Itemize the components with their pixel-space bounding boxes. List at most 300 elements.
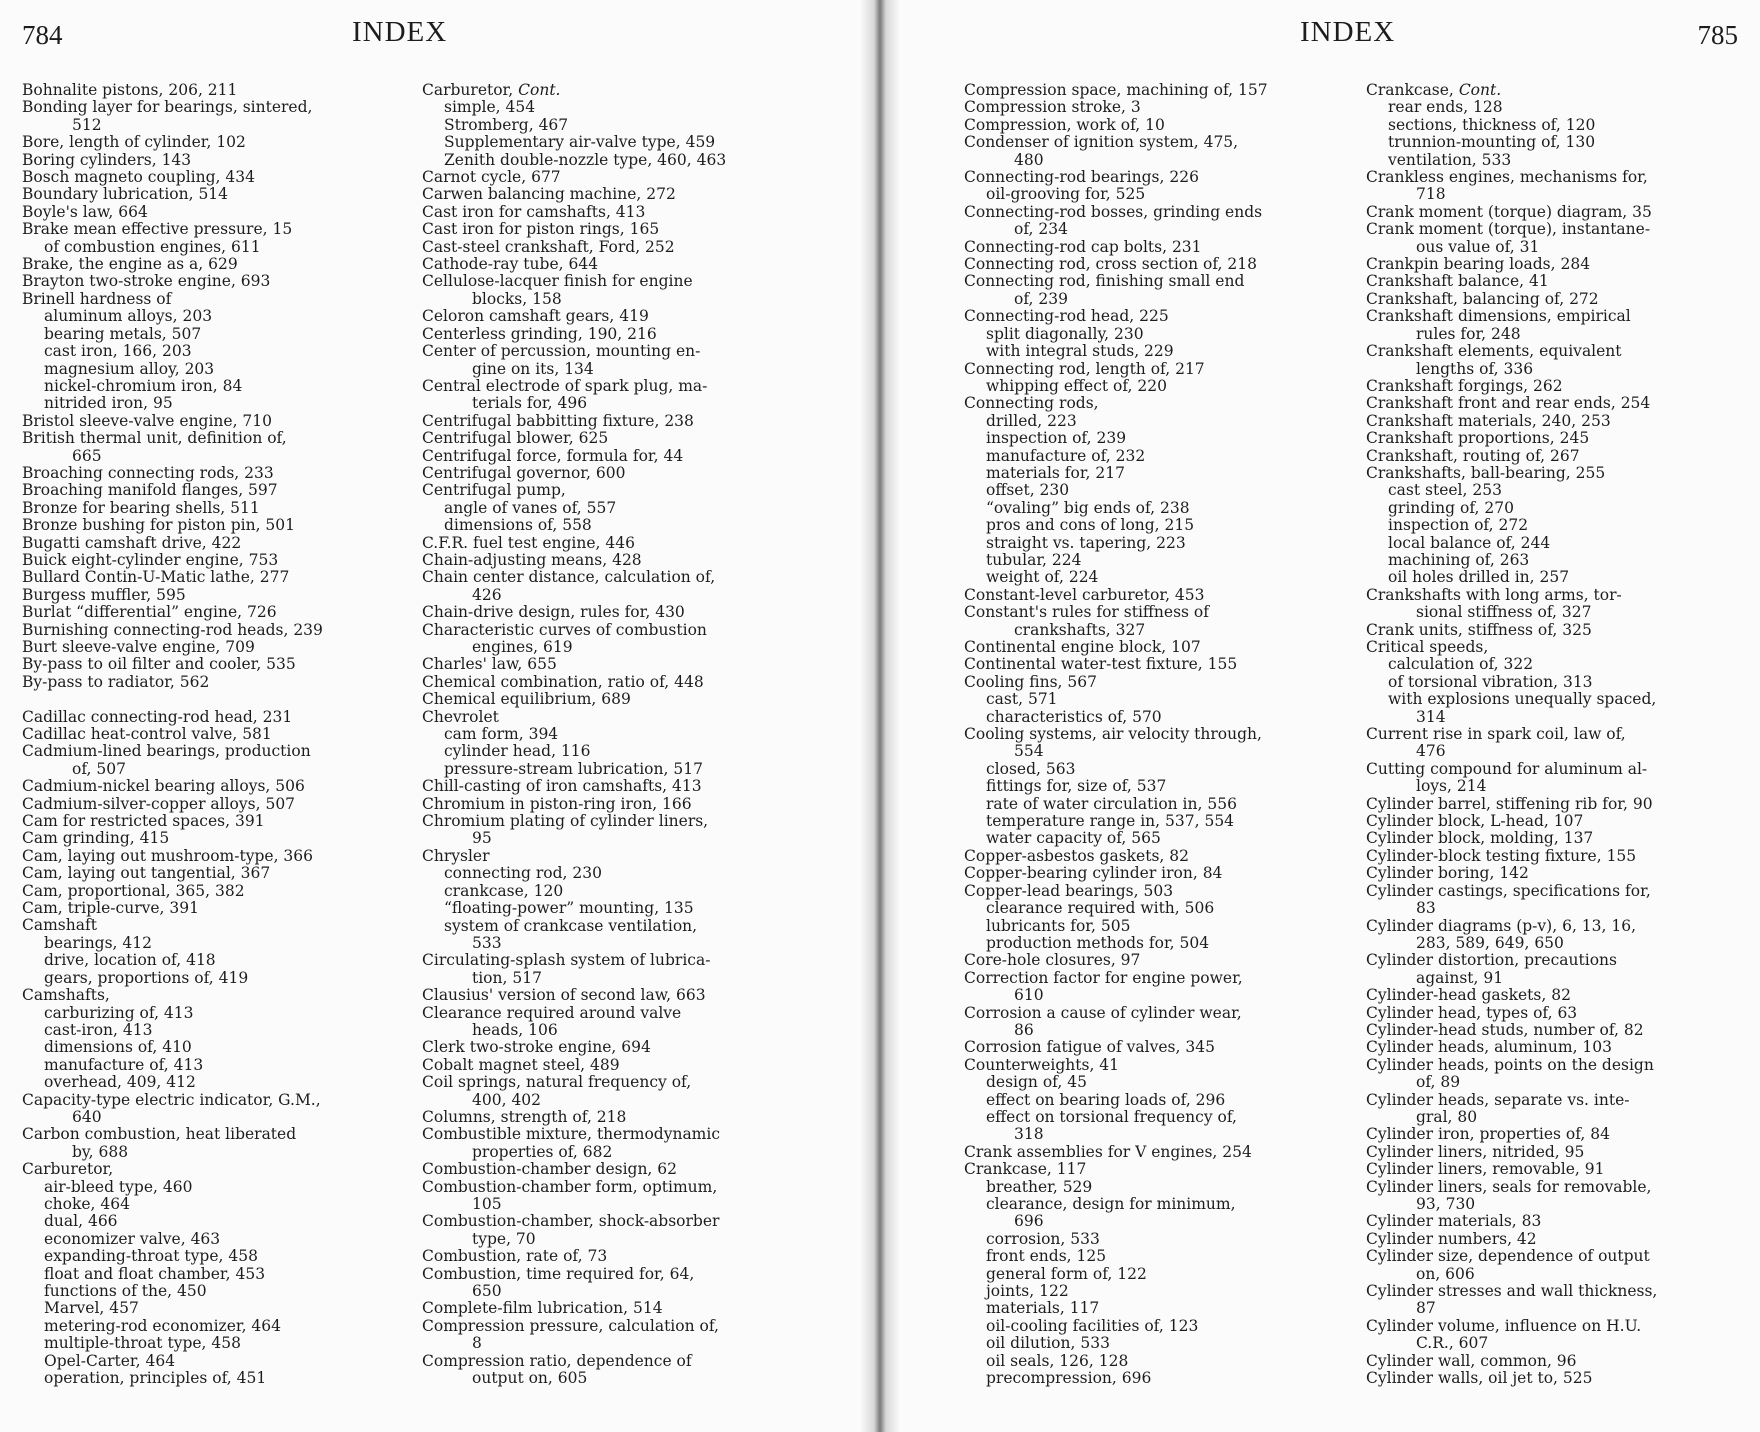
index-entry: Condenser of ignition system, 475, [964, 133, 1239, 152]
index-entry: of, 507 [72, 759, 126, 778]
index-entry: system of crankcase ventilation, [444, 916, 698, 935]
index-entry: Critical speeds, [1366, 638, 1489, 656]
index-entry: simple, 454 [444, 98, 536, 117]
index-entry: Clausius' version of second law, 663 [422, 986, 706, 1005]
index-entry: Continental engine block, 107 [964, 638, 1201, 656]
index-entry-heading: Crankcase, Cont. [1366, 81, 1502, 99]
index-entry: 87 [1416, 1299, 1436, 1318]
index-entry: Compression stroke, 3 [964, 98, 1141, 117]
index-entry: Current rise in spark coil, law of, [1366, 725, 1626, 744]
index-entry: of, 89 [1416, 1073, 1461, 1092]
index-entry: Cylinder numbers, 42 [1366, 1229, 1537, 1248]
index-entry: Cam grinding, 415 [22, 829, 170, 848]
index-entry: tion, 517 [472, 968, 542, 987]
index-entry: Carbon combustion, heat liberated [22, 1125, 297, 1144]
index-entry: Brayton two-stroke engine, 693 [22, 272, 271, 291]
index-entry: Characteristic curves of combustion [422, 620, 707, 639]
index-entry: water capacity of, 565 [986, 829, 1161, 848]
index-entry: Carwen balancing machine, 272 [422, 185, 676, 204]
index-entry: Chevrolet [422, 707, 499, 726]
index-entry: 640 [72, 1107, 102, 1126]
index-entry: type, 70 [472, 1229, 536, 1248]
index-entry: ventilation, 533 [1388, 150, 1512, 169]
index-entry: Chill-casting of iron camshafts, 413 [422, 777, 702, 796]
index-entry: Compression space, machining of, 157 [964, 81, 1268, 99]
index-entry: expanding-throat type, 458 [44, 1247, 258, 1266]
index-entry: Columns, strength of, 218 [422, 1107, 627, 1126]
index-entry: production methods for, 504 [986, 933, 1210, 952]
index-entry: Connecting-rod bearings, 226 [964, 168, 1199, 187]
index-entry: Crankshaft materials, 240, 253 [1366, 411, 1611, 430]
index-entry: fittings for, size of, 537 [986, 777, 1167, 796]
index-entry: Celoron camshaft gears, 419 [422, 307, 649, 326]
index-entry: rules for, 248 [1416, 324, 1521, 343]
index-entry: Crankshaft balance, 41 [1366, 272, 1549, 291]
index-entry: 86 [1014, 1020, 1034, 1039]
index-entry: functions of the, 450 [44, 1282, 207, 1301]
index-entry: Connecting-rod cap bolts, 231 [964, 237, 1202, 256]
index-entry: Brake, the engine as a, 629 [22, 255, 238, 274]
index-entry: Bronze bushing for piston pin, 501 [22, 516, 296, 535]
index-entry: Chemical equilibrium, 689 [422, 690, 631, 709]
index-entry: against, 91 [1416, 968, 1504, 987]
index-entry: Bristol sleeve-valve engine, 710 [22, 411, 273, 430]
index-entry: Chrysler [422, 846, 490, 865]
index-entry: Cast iron for camshafts, 413 [422, 202, 646, 221]
index-entry: Crank assemblies for V engines, 254 [964, 1142, 1252, 1161]
index-entry: Cylinder block, molding, 137 [1366, 829, 1594, 848]
index-entry: effect on bearing loads of, 296 [986, 1090, 1226, 1109]
index-entry: Boyle's law, 664 [22, 202, 148, 221]
index-entry: Chromium plating of cylinder liners, [422, 812, 709, 831]
left-index-column-1 [22, 82, 400, 1387]
index-entry: Compression pressure, calculation of, [422, 1316, 719, 1335]
index-entry: Charles' law, 655 [422, 655, 557, 674]
index-entry: of torsional vibration, 313 [1388, 672, 1593, 691]
index-entry: cast iron, 166, 203 [44, 342, 192, 361]
index-entry: Cylinder-head gaskets, 82 [1366, 986, 1571, 1005]
index-entry: air-bleed type, 460 [44, 1177, 193, 1196]
left-page-header [0, 16, 866, 56]
index-entry: 93, 730 [1416, 1195, 1476, 1213]
index-entry: 400, 402 [472, 1090, 542, 1109]
index-entry: precompression, 696 [986, 1369, 1152, 1388]
index-entry: Crankcase, 117 [964, 1160, 1087, 1179]
index-entry: ous value of, 31 [1416, 237, 1540, 256]
index-entry: Cast-steel crankshaft, Ford, 252 [422, 237, 675, 256]
index-entry: Centrifugal pump, [422, 481, 566, 500]
index-entry: loys, 214 [1416, 777, 1487, 796]
index-entry: Stromberg, 467 [444, 115, 569, 134]
index-entry: economizer valve, 463 [44, 1229, 221, 1248]
index-entry: Cylinder liners, removable, 91 [1366, 1160, 1605, 1179]
index-entry: cast steel, 253 [1388, 481, 1502, 500]
index-entry: Broaching connecting rods, 233 [22, 463, 274, 482]
index-entry: C.F.R. fuel test engine, 446 [422, 533, 635, 552]
index-entry: by, 688 [72, 1142, 129, 1161]
index-entry: Burnishing connecting-rod heads, 239 [22, 620, 323, 639]
index-entry: Crankshaft front and rear ends, 254 [1366, 394, 1651, 413]
index-entry: joints, 122 [986, 1282, 1069, 1301]
index-entry: Cylinder volume, influence on H.U. [1366, 1316, 1642, 1335]
index-entry: dual, 466 [44, 1212, 118, 1231]
index-entry: of, 239 [1014, 289, 1068, 308]
index-entry: 554 [1014, 742, 1044, 761]
index-entry: Cylinder head, types of, 63 [1366, 1003, 1578, 1022]
index-entry: Cylinder iron, properties of, 84 [1366, 1125, 1610, 1144]
index-entry: British thermal unit, definition of, [22, 429, 287, 448]
index-entry: Copper-bearing cylinder iron, 84 [964, 864, 1223, 883]
index-entry: oil-cooling facilities of, 123 [986, 1316, 1199, 1335]
index-entry: 665 [72, 446, 102, 465]
index-entry: oil holes drilled in, 257 [1388, 568, 1570, 587]
index-entry: terials for, 496 [472, 394, 588, 413]
index-entry: Cylinder boring, 142 [1366, 864, 1529, 883]
index-entry: Cadillac connecting-rod head, 231 [22, 707, 293, 726]
index-entry: 480 [1014, 150, 1044, 169]
index-entry: Supplementary air-valve type, 459 [444, 133, 716, 152]
index-entry: Crank moment (torque), instantane- [1366, 220, 1651, 239]
index-entry: materials for, 217 [986, 463, 1126, 482]
index-entry: whipping effect of, 220 [986, 376, 1167, 395]
index-entry: Crankshaft, routing of, 267 [1366, 446, 1580, 465]
index-entry: of, 234 [1014, 220, 1068, 239]
index-entry: straight vs. tapering, 223 [986, 533, 1186, 552]
index-entry: Burgess muffler, 595 [22, 585, 186, 604]
index-entry: Compression ratio, dependence of [422, 1351, 692, 1370]
index-entry: sections, thickness of, 120 [1388, 115, 1596, 134]
index-entry: weight of, 224 [986, 568, 1099, 587]
index-entry: 533 [472, 933, 502, 952]
index-entry: local balance of, 244 [1388, 533, 1551, 552]
index-entry: oil seals, 126, 128 [986, 1351, 1129, 1370]
index-entry: inspection of, 272 [1388, 516, 1529, 535]
index-entry: heads, 106 [472, 1020, 558, 1039]
index-entry: Connecting rod, finishing small end [964, 272, 1245, 291]
index-entry: 476 [1416, 742, 1446, 761]
index-entry: trunnion-mounting of, 130 [1388, 133, 1596, 152]
index-entry: Bronze for bearing shells, 511 [22, 498, 260, 517]
index-entry: oil dilution, 533 [986, 1334, 1110, 1353]
index-entry: “ovaling” big ends of, 238 [986, 498, 1190, 517]
index-entry: Crankshaft dimensions, empirical [1366, 307, 1631, 326]
index-entry: Bonding layer for bearings, sintered, [22, 98, 313, 117]
index-entry: lubricants for, 505 [986, 916, 1131, 935]
left-index-column-2 [422, 82, 800, 1387]
index-entry: tubular, 224 [986, 550, 1082, 569]
index-entry: 512 [72, 115, 102, 134]
index-entry: Connecting-rod head, 225 [964, 307, 1169, 326]
index-entry: Chain center distance, calculation of, [422, 568, 716, 587]
index-entry: Constant-level carburetor, 453 [964, 585, 1205, 604]
index-entry: Buick eight-cylinder engine, 753 [22, 550, 279, 569]
index-entry: Crankshafts, ball-bearing, 255 [1366, 463, 1606, 482]
index-entry: drilled, 223 [986, 411, 1077, 430]
index-entry: 650 [472, 1282, 502, 1301]
index-entry: cast-iron, 413 [44, 1020, 153, 1039]
index-entry: Cam for restricted spaces, 391 [22, 812, 265, 831]
index-entry: Constant's rules for stiffness of [964, 603, 1209, 622]
section-gap [22, 691, 400, 708]
index-entry: Compression, work of, 10 [964, 115, 1165, 134]
index-entry: gears, proportions of, 419 [44, 968, 249, 987]
index-entry: magnesium alloy, 203 [44, 359, 215, 378]
index-entry: bearings, 412 [44, 933, 153, 952]
index-entry: Crank units, stiffness of, 325 [1366, 620, 1592, 639]
index-entry: rate of water circulation in, 556 [986, 794, 1237, 813]
index-entry: “floating-power” mounting, 135 [444, 899, 694, 918]
index-entry: Cylinder size, dependence of output [1366, 1247, 1650, 1266]
index-entry: Cylinder heads, separate vs. inte- [1366, 1090, 1630, 1109]
index-entry: output on, 605 [472, 1369, 588, 1388]
index-entry: Marvel, 457 [44, 1299, 139, 1318]
index-entry: clearance required with, 506 [986, 899, 1215, 918]
index-entry: crankcase, 120 [444, 881, 564, 900]
index-entry: Cam, laying out tangential, 367 [22, 864, 271, 883]
index-entry: Cylinder barrel, stiffening rib for, 90 [1366, 794, 1653, 813]
index-entry: Cylinder distortion, precautions [1366, 951, 1617, 970]
index-entry: nitrided iron, 95 [44, 394, 173, 413]
index-entry: 610 [1014, 986, 1044, 1005]
left-page-title: INDEX [352, 16, 448, 48]
index-entry: Complete-film lubrication, 514 [422, 1299, 663, 1318]
index-entry: manufacture of, 413 [44, 1055, 204, 1074]
index-entry: lengths of, 336 [1416, 359, 1534, 378]
index-entry: Cobalt magnet steel, 489 [422, 1055, 620, 1074]
index-entry: nickel-chromium iron, 84 [44, 376, 243, 395]
index-entry: characteristics of, 570 [986, 707, 1162, 726]
index-entry: Bugatti camshaft drive, 422 [22, 533, 242, 552]
index-entry: Crankpin bearing loads, 284 [1366, 255, 1591, 274]
index-entry: Coil springs, natural frequency of, [422, 1073, 692, 1092]
index-entry: Core-hole closures, 97 [964, 951, 1141, 970]
index-entry: general form of, 122 [986, 1264, 1147, 1283]
right-page-number: 785 [1697, 20, 1738, 50]
index-entry: with integral studs, 229 [986, 342, 1174, 361]
index-entry: Chromium in piston-ring iron, 166 [422, 794, 692, 813]
index-entry: Centrifugal force, formula for, 44 [422, 446, 684, 465]
index-entry: rear ends, 128 [1388, 98, 1503, 117]
index-entry: connecting rod, 230 [444, 864, 602, 883]
index-entry: Circulating-splash system of lubrica- [422, 951, 711, 970]
index-entry: gral, 80 [1416, 1107, 1478, 1126]
index-entry: Zenith double-nozzle type, 460, 463 [444, 150, 727, 169]
index-entry: Cutting compound for aluminum al- [1366, 759, 1648, 778]
index-entry: Bore, length of cylinder, 102 [22, 133, 246, 152]
index-entry: Bullard Contin-U-Matic lathe, 277 [22, 568, 290, 587]
index-entry: Cylinder materials, 83 [1366, 1212, 1542, 1231]
index-entry: Combustion, time required for, 64, [422, 1264, 695, 1283]
index-entry: clearance, design for minimum, [986, 1195, 1236, 1213]
index-entry: Crank moment (torque) diagram, 35 [1366, 202, 1652, 221]
index-entry: Combustion-chamber, shock-absorber [422, 1212, 720, 1231]
index-entry: front ends, 125 [986, 1247, 1107, 1266]
index-entry: breather, 529 [986, 1177, 1093, 1196]
index-entry: bearing metals, 507 [44, 324, 202, 343]
index-entry: oil-grooving for, 525 [986, 185, 1146, 204]
index-entry: Cylinder-head studs, number of, 82 [1366, 1020, 1644, 1039]
index-entry: Cadmium-silver-copper alloys, 507 [22, 794, 296, 813]
index-entry: closed, 563 [986, 759, 1076, 778]
left-page-number: 784 [22, 20, 63, 50]
index-entry: machining of, 263 [1388, 550, 1530, 569]
index-entry: operation, principles of, 451 [44, 1369, 267, 1388]
index-entry: angle of vanes of, 557 [444, 498, 617, 517]
index-entry: dimensions of, 558 [444, 516, 592, 535]
index-entry: Burt sleeve-valve engine, 709 [22, 638, 255, 656]
index-entry: Crankshaft forgings, 262 [1366, 376, 1563, 395]
index-entry: Corrosion a cause of cylinder wear, [964, 1003, 1242, 1022]
index-entry: Cylinder walls, oil jet to, 525 [1366, 1369, 1593, 1388]
index-entry: Cylinder liners, nitrided, 95 [1366, 1142, 1585, 1161]
index-entry: pressure-stream lubrication, 517 [444, 759, 703, 778]
index-entry: Broaching manifold flanges, 597 [22, 481, 278, 500]
index-entry: design of, 45 [986, 1073, 1087, 1092]
index-entry: Correction factor for engine power, [964, 968, 1243, 987]
left-page [0, 0, 866, 1432]
index-entry: engines, 619 [472, 638, 573, 656]
right-index-column-1 [964, 82, 1332, 1387]
index-entry: Bosch magneto coupling, 434 [22, 168, 255, 187]
index-entry: Cooling systems, air velocity through, [964, 725, 1262, 744]
index-entry: Center of percussion, mounting en- [422, 342, 701, 361]
index-entry: Connecting rods, [964, 394, 1099, 413]
index-entry: By-pass to radiator, 562 [22, 672, 210, 691]
index-entry: Corrosion fatigue of valves, 345 [964, 1038, 1215, 1057]
index-entry: Cylinder heads, points on the design [1366, 1055, 1654, 1074]
index-entry: Continental water-test fixture, 155 [964, 655, 1238, 674]
index-entry: temperature range in, 537, 554 [986, 812, 1235, 831]
index-entry: 8 [472, 1334, 482, 1353]
right-page-header [894, 16, 1760, 56]
index-entry: Copper-asbestos gaskets, 82 [964, 846, 1189, 865]
index-entry: Copper-lead bearings, 503 [964, 881, 1174, 900]
index-entry: 95 [472, 829, 492, 848]
index-entry: Chemical combination, ratio of, 448 [422, 672, 704, 691]
index-entry: C.R., 607 [1416, 1334, 1489, 1353]
index-entry: Central electrode of spark plug, ma- [422, 376, 708, 395]
index-entry: 83 [1416, 899, 1436, 918]
index-entry: 426 [472, 585, 502, 604]
index-entry: materials, 117 [986, 1299, 1100, 1318]
index-entry: Crankless engines, mechanisms for, [1366, 168, 1648, 187]
index-entry: grinding of, 270 [1388, 498, 1514, 517]
index-entry: 718 [1416, 185, 1446, 204]
index-entry-heading: Carburetor, Cont. [422, 81, 561, 99]
index-entry: Crankshafts with long arms, tor- [1366, 585, 1622, 604]
index-entry: Camshafts, [22, 986, 110, 1005]
index-entry: properties of, 682 [472, 1142, 613, 1161]
index-entry: By-pass to oil filter and cooler, 535 [22, 655, 296, 674]
index-entry: Cylinder heads, aluminum, 103 [1366, 1038, 1613, 1057]
right-page-title: INDEX [1300, 16, 1396, 48]
index-entry: split diagonally, 230 [986, 324, 1144, 343]
right-page [894, 0, 1760, 1432]
index-entry: Cylinder castings, specifications for, [1366, 881, 1651, 900]
index-entry: on, 606 [1416, 1264, 1475, 1283]
index-entry: Bohnalite pistons, 206, 211 [22, 81, 238, 99]
index-entry: manufacture of, 232 [986, 446, 1146, 465]
index-entry: Cellulose-lacquer finish for engine [422, 272, 693, 291]
index-entry: Capacity-type electric indicator, G.M., [22, 1090, 321, 1109]
index-entry: Cylinder block, L-head, 107 [1366, 812, 1584, 831]
index-entry: blocks, 158 [472, 289, 562, 308]
index-entry: Chain-adjusting means, 428 [422, 550, 642, 569]
index-entry: effect on torsional frequency of, [986, 1107, 1237, 1126]
index-entry: cylinder head, 116 [444, 742, 591, 761]
index-entry: carburizing of, 413 [44, 1003, 194, 1022]
index-entry: with explosions unequally spaced, [1388, 690, 1657, 709]
index-entry: Chain-drive design, rules for, 430 [422, 603, 685, 622]
index-entry: 318 [1014, 1125, 1044, 1144]
index-entry: Carburetor, [22, 1160, 114, 1179]
index-entry: Combustible mixture, thermodynamic [422, 1125, 721, 1144]
index-entry: float and float chamber, 453 [44, 1264, 266, 1283]
index-entry: drive, location of, 418 [44, 951, 216, 970]
index-entry: cast, 571 [986, 690, 1058, 709]
index-entry: Cadmium-lined bearings, production [22, 742, 311, 761]
index-entry: Connecting-rod bosses, grinding ends [964, 202, 1263, 221]
index-entry: Carnot cycle, 677 [422, 168, 561, 187]
index-entry: choke, 464 [44, 1194, 130, 1213]
index-entry: Cast iron for piston rings, 165 [422, 220, 660, 239]
index-entry: Connecting rod, cross section of, 218 [964, 255, 1257, 274]
index-entry: Clerk two-stroke engine, 694 [422, 1038, 651, 1057]
index-entry: dimensions of, 410 [44, 1038, 192, 1057]
index-entry: Centerless grinding, 190, 216 [422, 324, 657, 343]
index-entry: Crankshaft proportions, 245 [1366, 429, 1590, 448]
index-entry: Cam, triple-curve, 391 [22, 899, 199, 918]
index-entry: inspection of, 239 [986, 429, 1127, 448]
index-entry: Centrifugal blower, 625 [422, 429, 609, 448]
index-entry: overhead, 409, 412 [44, 1073, 196, 1092]
index-entry: Combustion-chamber design, 62 [422, 1160, 678, 1179]
index-entry: Connecting rod, length of, 217 [964, 359, 1205, 378]
index-entry: Burlat “differential” engine, 726 [22, 603, 277, 622]
index-entry: 283, 589, 649, 650 [1416, 933, 1564, 952]
index-entry: sional stiffness of, 327 [1416, 603, 1592, 622]
index-entry: Cadmium-nickel bearing alloys, 506 [22, 777, 305, 796]
index-entry: Cylinder diagrams (p-v), 6, 13, 16, [1366, 916, 1637, 935]
index-entry: cam form, 394 [444, 725, 559, 744]
index-entry: gine on its, 134 [472, 359, 594, 378]
index-entry: Crankshaft, balancing of, 272 [1366, 289, 1599, 308]
index-entry: Brake mean effective pressure, 15 [22, 220, 293, 239]
index-entry: Cooling fins, 567 [964, 672, 1097, 691]
index-entry: 696 [1014, 1212, 1044, 1231]
index-entry: crankshafts, 327 [1014, 620, 1146, 639]
index-entry: corrosion, 533 [986, 1229, 1100, 1248]
index-entry: Centrifugal governor, 600 [422, 463, 626, 482]
index-entry: Boring cylinders, 143 [22, 150, 192, 169]
index-entry: Crankshaft elements, equivalent [1366, 342, 1622, 361]
index-entry: Cathode-ray tube, 644 [422, 255, 599, 274]
index-entry: Cam, proportional, 365, 382 [22, 881, 245, 900]
index-entry: Combustion-chamber form, optimum, [422, 1177, 718, 1196]
index-entry: aluminum alloys, 203 [44, 307, 213, 326]
index-entry: Combustion, rate of, 73 [422, 1247, 608, 1266]
index-entry: Boundary lubrication, 514 [22, 185, 229, 204]
index-entry: metering-rod economizer, 464 [44, 1316, 282, 1335]
index-entry: Brinell hardness of [22, 289, 172, 308]
index-entry: Counterweights, 41 [964, 1055, 1120, 1074]
index-entry: Opel-Carter, 464 [44, 1351, 176, 1370]
index-entry: Cadillac heat-control valve, 581 [22, 725, 272, 744]
index-entry: calculation of, 322 [1388, 655, 1534, 674]
index-entry: offset, 230 [986, 481, 1070, 500]
index-entry: Centrifugal babbitting fixture, 238 [422, 411, 694, 430]
index-entry: pros and cons of long, 215 [986, 516, 1195, 535]
